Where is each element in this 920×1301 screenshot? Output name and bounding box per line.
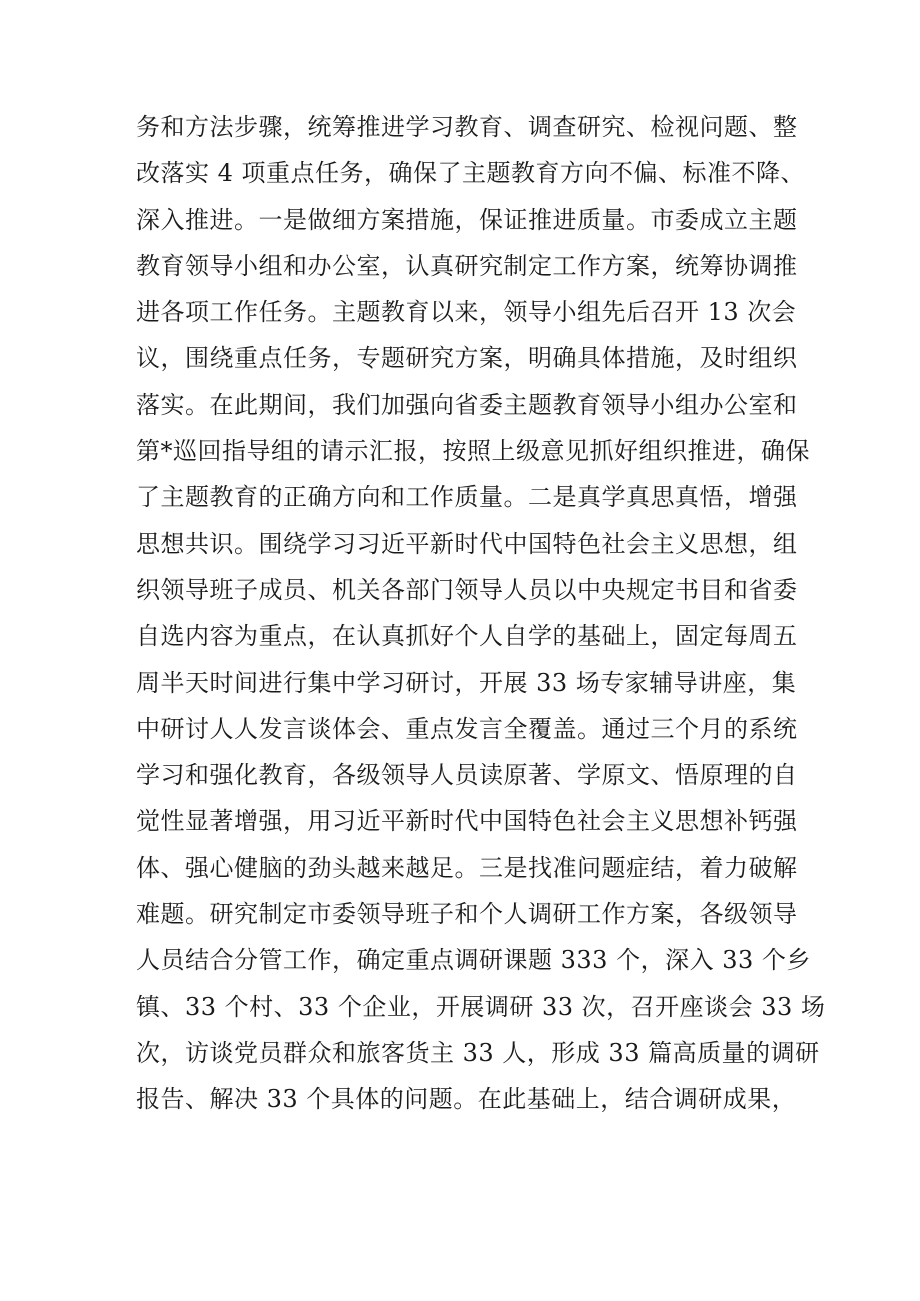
text-line: 改落实 4 项重点任务，确保了主题教育方向不偏、标准不降、 [136, 159, 806, 188]
text-line: 镇、33 个村、33 个企业，开展调研 33 次，召开座谈会 33 场 [136, 992, 826, 1021]
text-line: 第*巡回指导组的请示汇报，按照上级意见抓好组织推进，确保 [136, 437, 810, 466]
body-paragraph [136, 104, 826, 1123]
text-line: 体、强心健脑的劲头越来越足。三是找准问题症结，着力破解 [136, 853, 798, 882]
text-line: 觉性显著增强，用习近平新时代中国特色社会主义思想补钙强 [136, 807, 798, 836]
text-line: 思想共识。围绕学习习近平新时代中国特色社会主义思想，组 [136, 529, 798, 558]
text-line: 务和方法步骤，统筹推进学习教育、调查研究、检视问题、整 [136, 113, 798, 141]
text-line: 周半天时间进行集中学习研讨，开展 33 场专家辅导讲座，集 [136, 668, 797, 697]
text-line: 落实。在此期间，我们加强向省委主题教育领导小组办公室和 [136, 390, 798, 419]
text-line: 报告、解决 33 个具体的问题。在此基础上，结合调研成果， [136, 1085, 797, 1114]
text-line: 教育领导小组和办公室，认真研究制定工作方案，统筹协调推 [136, 251, 798, 280]
text-line: 议，围绕重点任务，专题研究方案，明确具体措施，及时组织 [136, 344, 798, 373]
text-line: 进各项工作任务。主题教育以来，领导小组先后召开 13 次会 [136, 298, 797, 327]
text-line: 了主题教育的正确方向和工作质量。二是真学真思真悟，增强 [136, 483, 798, 512]
text-line: 难题。研究制定市委领导班子和个人调研工作方案，各级领导 [136, 900, 798, 929]
text-line: 深入推进。一是做细方案措施，保证推进质量。市委成立主题 [136, 205, 798, 234]
text-line: 学习和强化教育，各级领导人员读原著、学原文、悟原理的自 [136, 761, 798, 790]
text-line: 人员结合分管工作，确定重点调研课题 333 个，深入 33 个乡 [136, 946, 811, 975]
text-line: 自选内容为重点，在认真抓好个人自学的基础上，固定每周五 [136, 622, 798, 651]
text-line: 次，访谈党员群众和旅客货主 33 人，形成 33 篇高质量的调研 [136, 1038, 820, 1067]
text-line: 中研讨人人发言谈体会、重点发言全覆盖。通过三个月的系统 [136, 714, 798, 743]
text-line: 织领导班子成员、机关各部门领导人员以中央规定书目和省委 [136, 575, 798, 604]
